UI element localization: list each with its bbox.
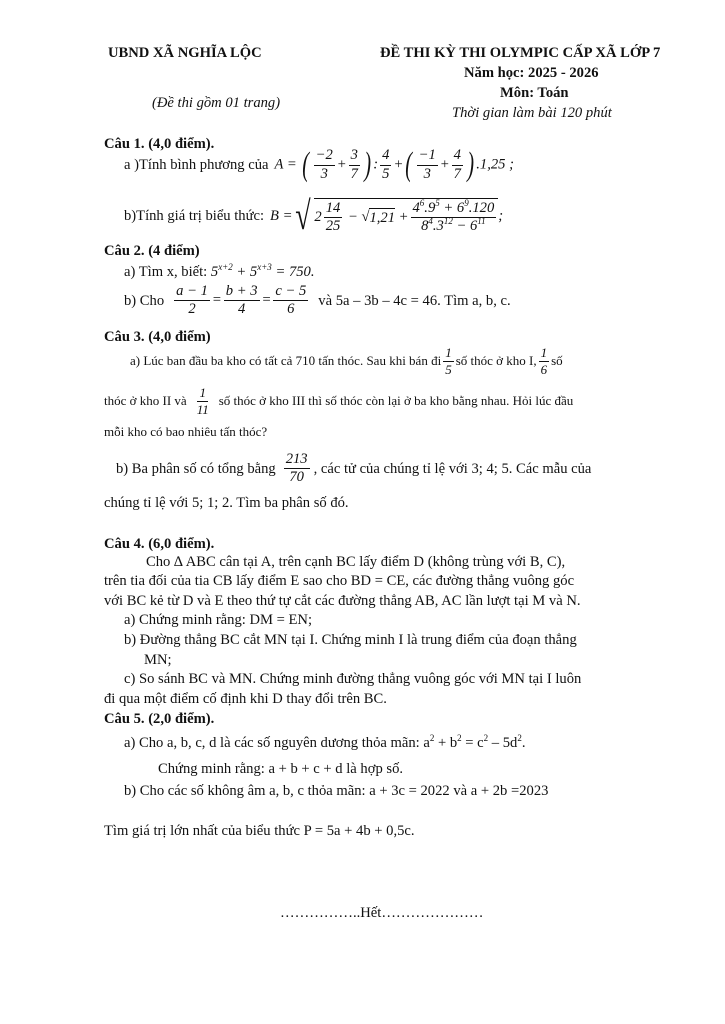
- q3-b-line2: chúng tỉ lệ với 5; 1; 2. Tìm ba phân số đó.: [104, 495, 349, 511]
- q1-b-text: b)Tính giá trị biểu thức:: [124, 207, 265, 224]
- exam-title: ĐỀ THI KỲ THI OLYMPIC CẤP XÃ LỚP 7: [380, 45, 661, 61]
- q3-b-line1: b) Ba phân số có tổng bằng $\frac{213}{70}$ , các tử của chúng tỉ lệ với 3; 4; 5. Các mẫu của: [116, 451, 592, 486]
- q5-a: a) Cho a, b, c, d là các số nguyên dương thỏa mãn: $a^2 + b^2 = c^2 - 5d^2$.: [124, 733, 526, 751]
- q4-a: a) Chứng minh rằng: DM = EN;: [124, 612, 313, 628]
- end-marker: ……………..Hết…………………: [280, 905, 484, 921]
- q4-c-l1: c) So sánh BC và MN. Chứng minh đường thẳng vuông góc với MN tại I luôn: [124, 671, 582, 687]
- q4-para-l2: trên tia đối của tia CB lấy điểm E sao cho BD = CE, các đường thẳng vuông góc: [104, 573, 575, 589]
- q5-a-prove: Chứng minh rằng: a + b + c + d là hợp số.: [158, 761, 404, 777]
- q5-b: b) Cho các số không âm a, b, c thỏa mãn: a + 3c = 2022 và a + 2b =2023: [124, 783, 549, 799]
- q3-a-line1: a) Lúc ban đầu ba kho có tất cả 710 tấn thóc. Sau khi bán đi $\frac{1}{5}$ số thóc ở kho I, $\frac{1}{6}$ số: [130, 345, 563, 377]
- q4-para-l3: với BC kẻ từ D và E theo thứ tự cắt các đường thẳng AB, AC lần lượt tại M và N.: [104, 593, 581, 609]
- q1-b: [124, 193, 504, 238]
- q4-title: Câu 4. (6,0 điểm).: [104, 536, 215, 552]
- header-pages: (Đề thi gồm 01 trang): [152, 95, 281, 111]
- q1-a-formula: A = ( $\frac{-2}{3}$ + $\frac{3}{7}$ ) : $\frac{4}{5}$ +( $\frac{-1}{3}$ + $\frac{4}{7}$ ) .1,25 ;: [274, 146, 514, 183]
- q4-b-l2: MN;: [144, 652, 172, 668]
- q1-title: Câu 1. (4,0 điểm).: [104, 136, 215, 152]
- q2-title: Câu 2. (4 điểm): [104, 243, 200, 259]
- q2-a-text: a) Tìm x, biết:: [124, 264, 208, 280]
- q5-find: Tìm giá trị lớn nhất của biểu thức P = 5a + 4b + 0,5c.: [104, 823, 415, 839]
- q2-b-prefix: b) Cho: [124, 292, 165, 309]
- q2-b: b) Cho $\frac{a - 1}{2}$ = $\frac{b + 3}{4}$ = $\frac{c - 5}{6}$ và 5a – 3b – 4c = 46. Tìm a, b, c.: [124, 283, 511, 318]
- q3-title: Câu 3. (4,0 điểm): [104, 329, 211, 345]
- q3-a-line3: mỗi kho có bao nhiêu tấn thóc?: [104, 424, 268, 439]
- q4-c-l2: đi qua một điểm cố định khi D thay đổi trên BC.: [104, 691, 387, 707]
- q1-a-text: a )Tính bình phương của: [124, 156, 269, 173]
- q2-a: a) Tìm x, biết: $5^{x+2} + 5^{x+3} = 750$.: [124, 262, 315, 280]
- q1-a: [124, 148, 514, 182]
- header-org: UBND XÃ NGHĨA LỘC: [108, 45, 262, 61]
- subject: Môn: Toán: [500, 85, 569, 101]
- q2-b-suffix: và 5a – 3b – 4c = 46. Tìm a, b, c.: [318, 292, 511, 309]
- school-year: Năm học: 2025 - 2026: [464, 65, 599, 81]
- q5-title: Câu 5. (2,0 điểm).: [104, 711, 215, 727]
- q3-a-line2: thóc ở kho II và $\frac{1}{11}$ số thóc ở kho III thì số thóc còn lại ở ba kho bằng nhau. Hỏi lúc đầu: [104, 385, 574, 417]
- q1-b-formula: B = √ 2 $\frac{14}{25}$ − √ 1,21 + $\frac{4^6.9^5 + 6^9.120}{8^4.3^{12} - 6^{11}}$ ;: [270, 193, 504, 238]
- q4-b-l1: b) Đường thẳng BC cắt MN tại I. Chứng minh I là trung điểm của đoạn thẳng: [124, 632, 577, 648]
- exam-time: Thời gian làm bài 120 phút: [452, 105, 612, 121]
- q4-para-l1: Cho ∆ ABC cân tại A, trên cạnh BC lấy điểm D (không trùng với B, C),: [146, 554, 566, 570]
